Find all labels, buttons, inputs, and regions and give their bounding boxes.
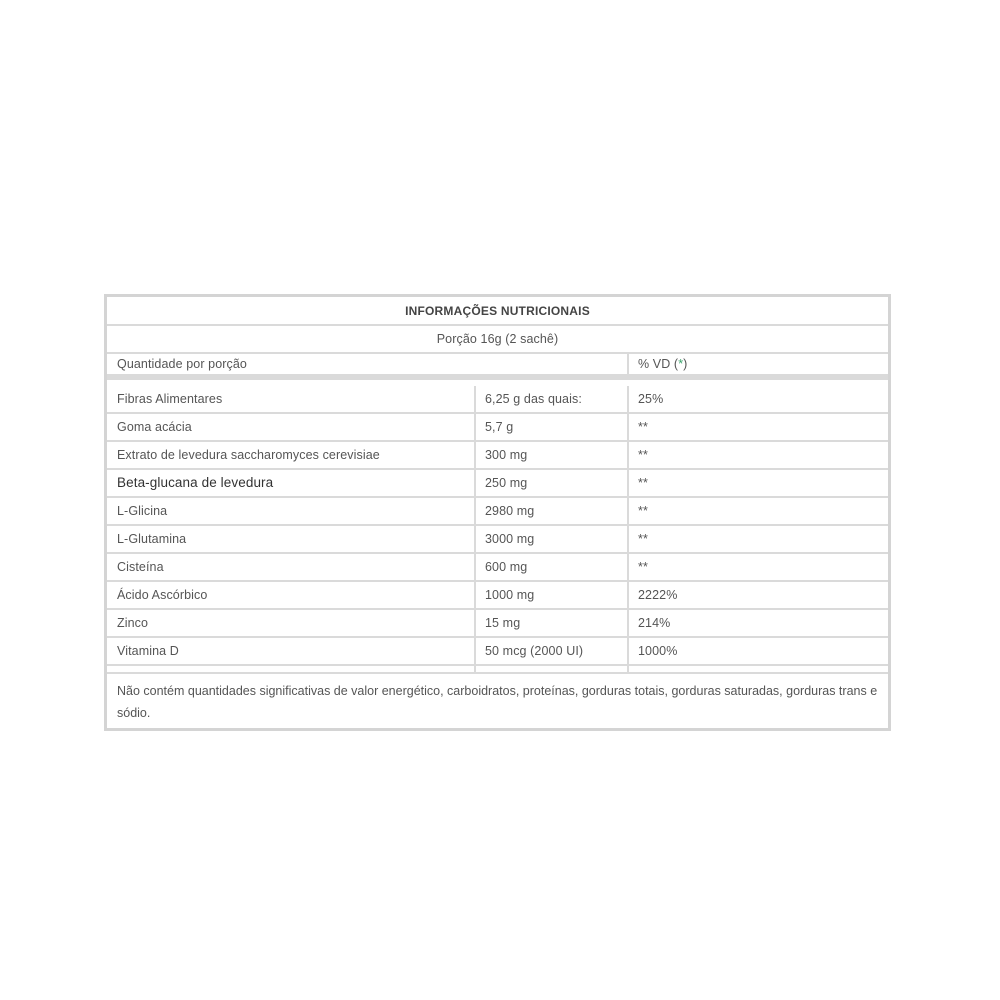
nutrient-vd: ** <box>638 503 648 518</box>
nutrient-amount: 250 mg <box>485 475 528 490</box>
column-divider <box>627 442 629 468</box>
table-row <box>107 526 888 554</box>
column-divider <box>627 610 629 636</box>
column-divider <box>474 498 476 524</box>
spacer-row <box>107 666 888 674</box>
column-divider <box>474 386 476 412</box>
column-divider <box>474 554 476 580</box>
nutrient-amount: 50 mcg (2000 UI) <box>485 643 584 658</box>
nutrient-name: Fibras Alimentares <box>117 391 223 406</box>
table-row <box>107 610 888 638</box>
nutrient-vd: ** <box>638 531 648 546</box>
table-row <box>107 414 888 442</box>
table-row <box>107 582 888 610</box>
nutrient-vd: ** <box>638 559 648 574</box>
nutrient-amount: 6,25 g das quais: <box>485 391 582 406</box>
table-row <box>107 554 888 582</box>
nutrient-name: Ácido Ascórbico <box>117 587 208 602</box>
nutrient-name: Cisteína <box>117 559 164 574</box>
nutrient-amount: 3000 mg <box>485 531 535 546</box>
column-divider <box>627 638 629 664</box>
vd-header-prefix: % VD ( <box>638 356 679 371</box>
nutrition-table <box>104 294 891 731</box>
column-divider <box>474 442 476 468</box>
nutrient-amount: 1000 mg <box>485 587 535 602</box>
vd-header-marker: * <box>678 356 684 371</box>
column-divider <box>474 638 476 664</box>
nutrient-vd: 1000% <box>638 643 678 658</box>
nutrient-amount: 300 mg <box>485 447 528 462</box>
column-divider <box>627 354 629 374</box>
column-divider <box>474 582 476 608</box>
column-divider <box>627 554 629 580</box>
vd-header-suffix: ) <box>683 356 688 371</box>
nutrient-vd: 2222% <box>638 587 678 602</box>
nutrient-name: Vitamina D <box>117 643 179 658</box>
nutrient-amount: 5,7 g <box>485 419 514 434</box>
nutrient-vd: 214% <box>638 615 671 630</box>
nutrient-amount: 15 mg <box>485 615 521 630</box>
table-row <box>107 498 888 526</box>
quantity-header: Quantidade por porção <box>117 356 247 371</box>
vd-header <box>638 354 687 374</box>
nutrient-vd: ** <box>638 475 648 490</box>
column-divider <box>627 470 629 496</box>
portion-label: Porção 16g (2 sachê) <box>436 331 559 346</box>
nutrient-amount: 2980 mg <box>485 503 535 518</box>
nutrient-name: Beta-glucana de levedura <box>117 475 274 491</box>
nutrient-vd: ** <box>638 447 648 462</box>
nutrient-name: L-Glutamina <box>117 531 187 546</box>
nutrient-name: Goma acácia <box>117 419 192 434</box>
header-row <box>107 354 888 380</box>
footnote: Não contém quantidades significativas de valor energético, carboidratos, proteínas, gorduras totais, gorduras saturadas, gorduras trans e sódio. <box>117 684 878 720</box>
column-divider <box>627 498 629 524</box>
table-row <box>107 470 888 498</box>
column-divider <box>627 526 629 552</box>
column-divider <box>474 414 476 440</box>
nutrient-vd: ** <box>638 419 648 434</box>
column-divider <box>627 666 629 672</box>
nutrient-name: Extrato de levedura saccharomyces cerevisiae <box>117 447 380 462</box>
table-row <box>107 442 888 470</box>
nutrient-amount: 600 mg <box>485 559 528 574</box>
table-row <box>107 386 888 414</box>
nutrient-vd: 25% <box>638 391 664 406</box>
column-divider <box>627 582 629 608</box>
column-divider <box>474 526 476 552</box>
nutrient-name: L-Glicina <box>117 503 168 518</box>
column-divider <box>474 666 476 672</box>
nutrient-name: Zinco <box>117 615 149 630</box>
column-divider <box>474 610 476 636</box>
column-divider <box>474 470 476 496</box>
table-title: INFORMAÇÕES NUTRICIONAIS <box>405 303 590 318</box>
portion-row <box>107 326 888 354</box>
column-divider <box>627 386 629 412</box>
table-row <box>107 638 888 666</box>
table-title-row <box>107 297 888 326</box>
column-divider <box>627 414 629 440</box>
